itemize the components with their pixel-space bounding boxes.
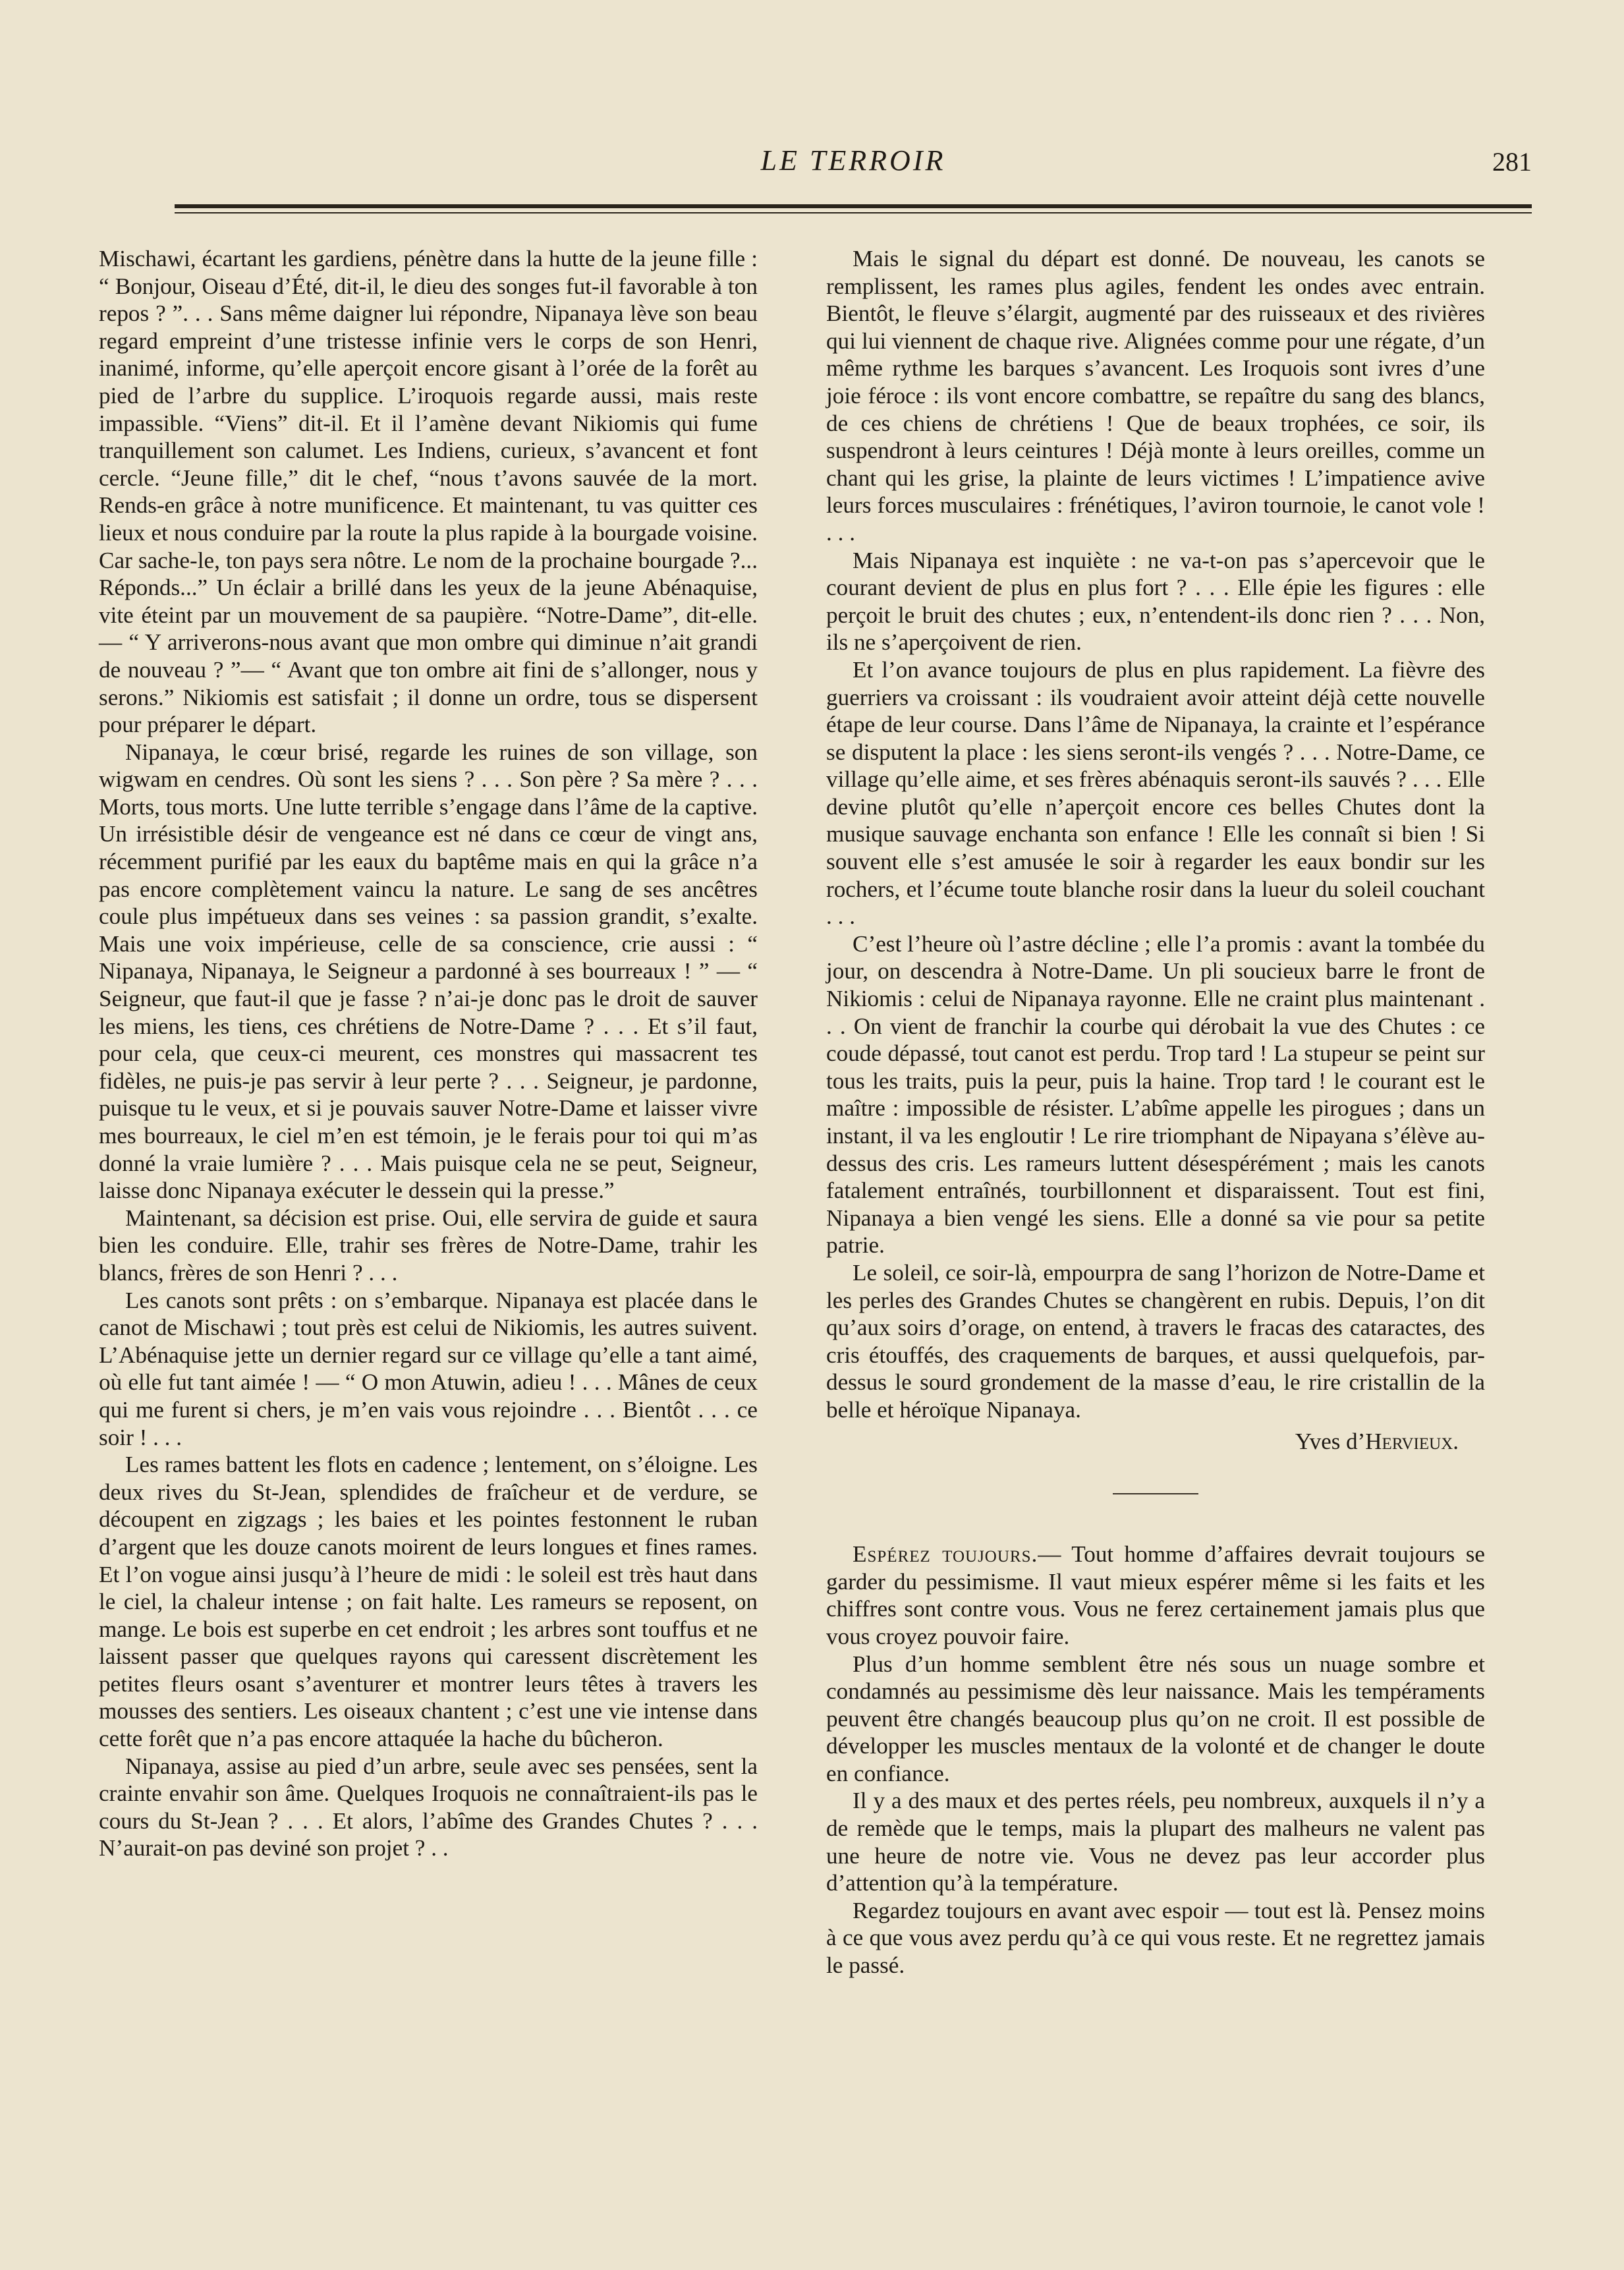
signature-first: Yves d’ bbox=[1295, 1428, 1366, 1454]
paragraph: Les canots sont prêts : on s’embarque. Nipanaya est placée dans le canot de Mischawi ; tout près est celui de Nikiomis, les autres suivent. L’Abénaquise jette un dernier regard sur ce village qu’elle a tant aimé, où elle fut tant aimée ! — “ O mon Atuwin, adieu ! . . . Mânes de ceux qui me furent si chers, je m’en vais vous rejoindre . . . Bientôt . . . ce soir ! . . . bbox=[99, 1287, 758, 1450]
page-header bbox=[175, 138, 1532, 184]
paragraph: Nipanaya, assise au pied d’un arbre, seule avec ses pensées, sent la crainte envahir son âme. Quelques Iroquois ne connaîtraient-ils pas le cours du St-Jean ? . . . Et alors, l’abîme des Grandes Chutes ? . . . N’aurait-on pas deviné son projet ? . . bbox=[99, 1753, 758, 1861]
paragraph: Mais Nipanaya est inquiète : ne va-t-on pas s’apercevoir que le courant devient de plus en plus fort ? . . . Elle épie les figures : elle perçoit le bruit des chutes ; eux, n’entendent-ils donc rien ? . . . Non, ils ne s’aperçoivent de rien. bbox=[826, 547, 1485, 656]
paragraph: Il y a des maux et des pertes réels, peu nombreux, auxquels il n’y a de remède que le temps, mais la plupart des malheurs ne valent pas une heure de notre vie. Vous ne devez pas leur accorder plus d’attention qu’à la température. bbox=[826, 1788, 1485, 1896]
page-number: 281 bbox=[1492, 147, 1532, 177]
section-separator bbox=[1113, 1493, 1198, 1494]
article-lead: Espérez toujours. bbox=[853, 1541, 1038, 1568]
paragraph: Et l’on avance toujours de plus en plus rapidement. La fièvre des guerriers va croissant : ils voudraient avoir atteint déjà cette nouvelle étape de leur course. Dans l’âme de Nipanaya, la crainte et l’espérance se disputent la place : les siens seront-ils vengés ? . . . Notre-Dame, ce village qu’elle aime, et ses frères abénaquis seront-ils sauvés ? . . . Elle devine plutôt qu’elle n’aperçoit encore ces belles Chutes dont la musique sauvage enchanta son enfance ! Elle les connaît si bien ! Si souvent elle s’est amusée le soir à regarder les eaux bondir sur les rochers, et l’écume toute blanche rosir dans la lueur du soleil couchant . . . bbox=[826, 656, 1485, 930]
article-first-text: — Tout homme d’affaires devrait toujours se garder du pessimisme. Il vaut mieux espérer même si les faits et les chiffres sont contre vous. Vous ne ferez certainement jamais plus que vous croyez pouvoir faire. bbox=[826, 1541, 1486, 1649]
paragraph: Plus d’un homme semblent être nés sous un nuage sombre et condamnés au pessimisme dès leur naissance. Mais les tempéraments peuvent être changés beaucoup plus qu’on ne croit. Il est possible de développer les muscles mentaux de la volonté et de changer le doute en confiance. bbox=[826, 1651, 1485, 1786]
paragraph: Le soleil, ce soir-là, empourpra de sang l’horizon de Notre-Dame et les perles des Grandes Chutes se changèrent en rubis. Depuis, l’on dit qu’aux soirs d’orage, on entend, à travers le fracas des cataractes, des cris étouffés, des craquements de barques, et aussi quelquefois, par-dessus le sourd grondement de la masse d’eau, le rire cristallin de la belle et héroïque Nipanaya. bbox=[826, 1259, 1485, 1423]
paragraph: Mais le signal du départ est donné. De nouveau, les canots se remplissent, les rames plus agiles, fendent les ondes avec entrain. Bientôt, le fleuve s’élargit, augmenté par des ruisseaux et des rivières qui lui viennent de chaque rive. Alignées comme pour une régate, d’un même rythme les barques s’avancent. Les Iroquois sont ivres d’une joie féroce : ils vont encore combattre, se repaître du sang des blancs, de ces chiens de chrétiens ! Que de beaux trophées, ce soir, ils suspendront à leurs ceintures ! Déjà monte à leurs oreilles, comme un chant qui les grise, la plainte de leurs victimes ! L’impatience avive leurs forces musculaires : frénétiques, l’aviron tournoie, le canot vole ! . . . bbox=[826, 246, 1485, 546]
paragraph: C’est l’heure où l’astre décline ; elle l’a promis : avant la tombée du jour, on descendra à Notre-Dame. Un pli soucieux barre le front de Nikiomis : celui de Nipanaya rayonne. Elle ne craint plus maintenant . . . On vient de franchir la courbe qui dérobait la vue des Chutes : ce coude dépassé, tout canot est perdu. Trop tard ! La stupeur se peint sur tous les traits, puis la peur, puis la haine. Trop tard ! le courant est le maître : impossible de résister. L’abîme appelle les pirogues ; dans un instant, il va les engloutir ! Le rire triomphant de Nipayana s’élève au-dessus des cris. Les rameurs luttent désespérément ; mais les canots fatalement entraînés, tourbillonnent et disparaissent. Tout est fini, Nipanaya a bien vengé les siens. Elle a donné sa vie pour sa petite patrie. bbox=[826, 930, 1485, 1259]
author-signature bbox=[826, 1428, 1485, 1456]
paragraph: Nipanaya, le cœur brisé, regarde les ruines de son village, son wigwam en cendres. Où sont les siens ? . . . Son père ? Sa mère ? . . . Morts, tous morts. Une lutte terrible s’engage dans l’âme de la captive. Un irrésistible désir de vengeance est né dans ce cœur de vingt ans, récemment purifié par les eaux du baptême mais en qui la grâce n’a pas encore complètement vaincu la nature. Le sang de ses ancêtres coule plus impétueux dans ses veines : sa passion grandit, s’exalte. Mais une voix impérieuse, celle de sa conscience, crie aussi : “ Nipanaya, Nipanaya, le Seigneur a pardonné à ses bourreaux ! ” — “ Seigneur, que faut-il que je fasse ? n’ai-je donc pas le droit de sauver les miens, les tiens, ces chrétiens de Notre-Dame ? . . . Et s’il faut, pour cela, que ceux-ci meurent, ces monstres qui massacrent tes fidèles, ne puis-je pas servir à leur perte ? . . . Seigneur, je pardonne, puisque tu le veux, et si je pouvais sauver Notre-Dame et laisser vivre mes bourreaux, le ciel m’en est témoin, je le ferais pour toi qui m’as donné la vraie lumière ? . . . Mais puisque cela ne se peut, Seigneur, laisse donc Nipanaya exécuter le dessein qui la presse.” bbox=[99, 739, 758, 1204]
paragraph: Mischawi, écartant les gardiens, pénètre dans la hutte de la jeune fille : “ Bonjour, Oiseau d’Été, dit-il, le dieu des songes fut-il favorable à ton repos ? ”. . . Sans même daigner lui répondre, Nipanaya lève son beau regard empreint d’une tristesse infinie vers le corps de son Henri, inanimé, informe, qu’elle aperçoit encore gisant à l’orée de la forêt au pied de l’arbre du supplice. L’iroquois regarde aussi, mais reste impassible. “Viens” dit-il. Et il l’amène devant Nikiomis qui fume tranquillement son calumet. Les Indiens, curieux, s’avancent et font cercle. “Jeune fille,” dit le chef, “nous t’avons sauvée de la mort. Rends-en grâce à notre munificence. Et maintenant, tu vas quitter ces lieux et nous conduire par la route la plus rapide à la bourgade voisine. Car sache-le, ton pays sera nôtre. Le nom de la prochaine bourgade ?... Réponds...” Un éclair a brillé dans les yeux de la jeune Abénaquise, vite éteint par un mouvement de sa paupière. “Notre-Dame”, dit-elle.— “ Y arriverons-nous avant que mon ombre qui diminue n’ait grandi de nouveau ? ”— “ Avant que ton ombre ait fini de s’allonger, nous y serons.” Nikiomis est satisfait ; il donne un ordre, tous se dispersent pour préparer le départ. bbox=[99, 246, 758, 738]
article-lead-paragraph bbox=[826, 1541, 1485, 1650]
paragraph: Les rames battent les flots en cadence ; lentement, on s’éloigne. Les deux rives du St-Jean, splendides de fraîcheur et de verdure, se découpent en zigzags ; les baies et les pointes festonnent le ruban d’argent que les douze canots moirent de leurs longues et fines rames. Et l’on vogue ainsi jusqu’à l’heure de midi : le soleil est très haut dans le ciel, la chaleur intense ; on fait halte. Les rameurs se reposent, on mange. Le bois est superbe en cet endroit ; les arbres sont touffus et ne laissent passer que quelques rayons qui caressent discrètement les petites fleurs osant s’aventurer et montrer leurs têtes à travers les mousses des sentiers. Les oiseaux chantent ; c’est une vie intense dans cette forêt que n’a pas encore attaquée la hache du bûcheron. bbox=[99, 1452, 758, 1752]
right-column bbox=[826, 245, 1485, 1979]
header-rule-thin bbox=[175, 212, 1532, 213]
left-column bbox=[99, 245, 758, 1862]
header-rule bbox=[175, 204, 1532, 208]
paragraph: Maintenant, sa décision est prise. Oui, elle servira de guide et saura bien les conduire. Elle, trahir ses frères de Notre-Dame, trahir les blancs, frères de son Henri ? . . . bbox=[99, 1205, 758, 1286]
paragraph: Regardez toujours en avant avec espoir — tout est là. Pensez moins à ce que vous avez perdu qu’à ce qui vous reste. Et ne regrettez jamais le passé. bbox=[826, 1897, 1485, 1979]
running-title: LE TERROIR bbox=[760, 144, 946, 177]
signature-last: Hervieux. bbox=[1365, 1428, 1459, 1454]
